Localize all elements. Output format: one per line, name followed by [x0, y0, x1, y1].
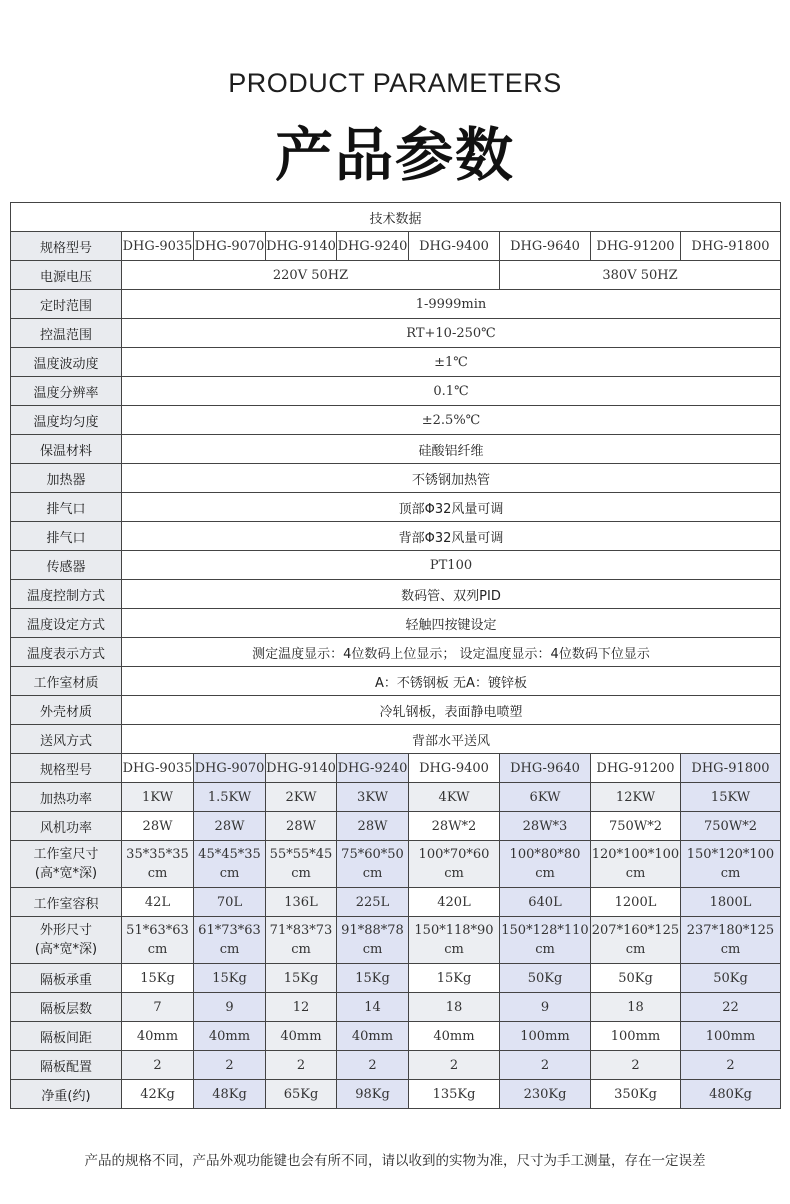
spec-cell: 9 [500, 993, 591, 1022]
model-cell: DHG-9070 [194, 232, 266, 261]
spec-cell: 50Kg [681, 964, 781, 993]
row-label: 传感器 [11, 551, 122, 580]
spec-cell: 40mm [337, 1022, 409, 1051]
model-cell: DHG-91800 [681, 232, 781, 261]
table-row [11, 1080, 781, 1109]
row-label: 风机功率 [11, 812, 122, 841]
spec-cell: 50Kg [500, 964, 591, 993]
spec-cell: 71*83*73 cm [266, 917, 337, 964]
spec-cell: DHG-9035 [122, 754, 194, 783]
spec-cell: DHG-9240 [337, 754, 409, 783]
spec-cell: 2 [194, 1051, 266, 1080]
spec-cell: 40mm [409, 1022, 500, 1051]
spec-cell: 50Kg [591, 964, 681, 993]
spec-cell: 35*35*35 cm [122, 841, 194, 888]
model-cell: DHG-9640 [500, 232, 591, 261]
spec-cell: DHG-91200 [591, 754, 681, 783]
spec-cell: 28W*3 [500, 812, 591, 841]
spec-cell: 100*70*60 cm [409, 841, 500, 888]
spec-cell: 61*73*63 cm [194, 917, 266, 964]
spec-cell: 15Kg [194, 964, 266, 993]
spec-cell: 15Kg [337, 964, 409, 993]
row-label: 控温范围 [11, 319, 122, 348]
table-row [11, 493, 781, 522]
table-row [11, 609, 781, 638]
model-cell: DHG-9140 [266, 232, 337, 261]
spec-cell: 150*118*90 cm [409, 917, 500, 964]
spec-cell: 100*80*80 cm [500, 841, 591, 888]
spec-cell: 98Kg [337, 1080, 409, 1109]
spec-cell: 9 [194, 993, 266, 1022]
spec-cell: 18 [409, 993, 500, 1022]
spec-cell: 2 [266, 1051, 337, 1080]
row-label: 温度控制方式 [11, 580, 122, 609]
spec-cell: 14 [337, 993, 409, 1022]
spec-cell: 136L [266, 888, 337, 917]
spec-cell: 120*100*100 cm [591, 841, 681, 888]
spec-cell: 28W [194, 812, 266, 841]
spec-cell: 480Kg [681, 1080, 781, 1109]
spec-cell: 2 [409, 1051, 500, 1080]
row-value: 冷轧钢板，表面静电喷塑 [122, 696, 781, 725]
row-label: 工作室尺寸 (高*宽*深) [11, 841, 122, 888]
spec-cell: 4KW [409, 783, 500, 812]
row-value: 1-9999min [122, 290, 781, 319]
spec-cell: 207*160*125 cm [591, 917, 681, 964]
spec-cell: 1200L [591, 888, 681, 917]
spec-cell: 15Kg [409, 964, 500, 993]
row-label: 排气口 [11, 522, 122, 551]
spec-cell: 135Kg [409, 1080, 500, 1109]
row-label: 规格型号 [11, 754, 122, 783]
row-value: PT100 [122, 551, 781, 580]
model-cell: DHG-91200 [591, 232, 681, 261]
table-row [11, 725, 781, 754]
spec-cell: 12KW [591, 783, 681, 812]
table-row [11, 783, 781, 812]
row-value: RT+10-250℃ [122, 319, 781, 348]
spec-cell: DHG-9400 [409, 754, 500, 783]
row-label: 保温材料 [11, 435, 122, 464]
table-row [11, 1022, 781, 1051]
row-value: 数码管、双列PID [122, 580, 781, 609]
spec-cell: 750W*2 [681, 812, 781, 841]
spec-cell: 2 [591, 1051, 681, 1080]
spec-cell: 18 [591, 993, 681, 1022]
table-row-models [11, 232, 781, 261]
table-row [11, 406, 781, 435]
row-label: 隔板承重 [11, 964, 122, 993]
row-label: 温度波动度 [11, 348, 122, 377]
row-label: 隔板间距 [11, 1022, 122, 1051]
spec-cell: 55*55*45 cm [266, 841, 337, 888]
row-label: 电源电压 [11, 261, 122, 290]
heading-chinese: 产品参数 [274, 121, 515, 189]
spec-cell: 42L [122, 888, 194, 917]
spec-cell: 237*180*125 cm [681, 917, 781, 964]
spec-cell: 230Kg [500, 1080, 591, 1109]
spec-cell: 150*128*110 cm [500, 917, 591, 964]
spec-cell: 70L [194, 888, 266, 917]
spec-table [10, 202, 781, 1109]
row-label: 送风方式 [11, 725, 122, 754]
spec-cell: 28W*2 [409, 812, 500, 841]
table-row [11, 696, 781, 725]
spec-cell: 40mm [122, 1022, 194, 1051]
row-value: 背部Φ32风量可调 [122, 522, 781, 551]
table-row [11, 638, 781, 667]
spec-cell: 28W [266, 812, 337, 841]
spec-cell: 15KW [681, 783, 781, 812]
table-row [11, 754, 781, 783]
spec-cell: 28W [122, 812, 194, 841]
spec-cell: 28W [337, 812, 409, 841]
table-row [11, 812, 781, 841]
spec-cell: 15Kg [266, 964, 337, 993]
model-cell: DHG-9035 [122, 232, 194, 261]
row-label: 加热器 [11, 464, 122, 493]
row-value: 测定温度显示：4位数码上位显示； 设定温度显示：4位数码下位显示 [122, 638, 781, 667]
spec-cell: 42Kg [122, 1080, 194, 1109]
spec-cell: 350Kg [591, 1080, 681, 1109]
spec-cell: 7 [122, 993, 194, 1022]
spec-cell: 1800L [681, 888, 781, 917]
row-label: 隔板层数 [11, 993, 122, 1022]
row-label: 规格型号 [11, 232, 122, 261]
spec-cell: 75*60*50 cm [337, 841, 409, 888]
spec-cell: 100mm [500, 1022, 591, 1051]
row-label: 加热功率 [11, 783, 122, 812]
spec-cell: 150*120*100 cm [681, 841, 781, 888]
spec-cell: 91*88*78 cm [337, 917, 409, 964]
table-row [11, 522, 781, 551]
model-cell: DHG-9240 [337, 232, 409, 261]
row-label: 工作室容积 [11, 888, 122, 917]
table-row [11, 551, 781, 580]
spec-cell: 2KW [266, 783, 337, 812]
spec-cell: 225L [337, 888, 409, 917]
spec-cell: 2 [681, 1051, 781, 1080]
row-label: 温度表示方式 [11, 638, 122, 667]
row-label: 工作室材质 [11, 667, 122, 696]
spec-cell: 6KW [500, 783, 591, 812]
row-value: 轻触四按键设定 [122, 609, 781, 638]
spec-cell: 45*45*35 cm [194, 841, 266, 888]
spec-cell: 3KW [337, 783, 409, 812]
spec-cell: 15Kg [122, 964, 194, 993]
table-row [11, 464, 781, 493]
table-row [11, 435, 781, 464]
table-row [11, 993, 781, 1022]
row-label: 排气口 [11, 493, 122, 522]
row-value: 不锈钢加热管 [122, 464, 781, 493]
spec-cell: 100mm [591, 1022, 681, 1051]
spec-cell: 65Kg [266, 1080, 337, 1109]
spec-cell: 40mm [194, 1022, 266, 1051]
spec-cell: 2 [122, 1051, 194, 1080]
row-value: ±1℃ [122, 348, 781, 377]
voltage-right: 380V 50HZ [500, 261, 781, 290]
row-value: 顶部Φ32风量可调 [122, 493, 781, 522]
table-row [11, 964, 781, 993]
table-row [11, 580, 781, 609]
table-row [11, 1051, 781, 1080]
row-label: 温度设定方式 [11, 609, 122, 638]
table-row [11, 917, 781, 964]
spec-cell: DHG-9070 [194, 754, 266, 783]
spec-cell: 12 [266, 993, 337, 1022]
spec-cell: 40mm [266, 1022, 337, 1051]
table-row [11, 319, 781, 348]
row-label: 外形尺寸 (高*宽*深) [11, 917, 122, 964]
table-row [11, 841, 781, 888]
table-row [11, 667, 781, 696]
spec-cell: DHG-9140 [266, 754, 337, 783]
spec-cell: 100mm [681, 1022, 781, 1051]
spec-cell: DHG-9640 [500, 754, 591, 783]
spec-cell: 2 [500, 1051, 591, 1080]
row-label: 净重(约) [11, 1080, 122, 1109]
footer-note: 产品的规格不同，产品外观功能键也会有所不同，请以收到的实物为准，尺寸为手工测量，存在一定误差 [84, 1153, 706, 1169]
spec-cell: 48Kg [194, 1080, 266, 1109]
row-label: 温度均匀度 [11, 406, 122, 435]
spec-cell: 51*63*63 cm [122, 917, 194, 964]
table-row [11, 290, 781, 319]
model-cell: DHG-9400 [409, 232, 500, 261]
row-label: 定时范围 [11, 290, 122, 319]
spec-cell: 2 [337, 1051, 409, 1080]
voltage-left: 220V 50HZ [122, 261, 500, 290]
row-value: A：不锈钢板 无A：镀锌板 [122, 667, 781, 696]
table-row [11, 377, 781, 406]
spec-cell: 1KW [122, 783, 194, 812]
table-row [11, 888, 781, 917]
row-value: 背部水平送风 [122, 725, 781, 754]
row-value: 0.1℃ [122, 377, 781, 406]
row-value: ±2.5%℃ [122, 406, 781, 435]
table-row-voltage [11, 261, 781, 290]
row-label: 温度分辨率 [11, 377, 122, 406]
spec-cell: 750W*2 [591, 812, 681, 841]
row-label: 隔板配置 [11, 1051, 122, 1080]
spec-cell: 640L [500, 888, 591, 917]
spec-cell: 1.5KW [194, 783, 266, 812]
table-caption: 技术数据 [11, 203, 781, 232]
row-value: 硅酸铝纤维 [122, 435, 781, 464]
spec-cell: DHG-91800 [681, 754, 781, 783]
heading-english: PRODUCT PARAMETERS [228, 68, 562, 98]
table-row [11, 348, 781, 377]
spec-cell: 420L [409, 888, 500, 917]
row-label: 外壳材质 [11, 696, 122, 725]
spec-cell: 22 [681, 993, 781, 1022]
